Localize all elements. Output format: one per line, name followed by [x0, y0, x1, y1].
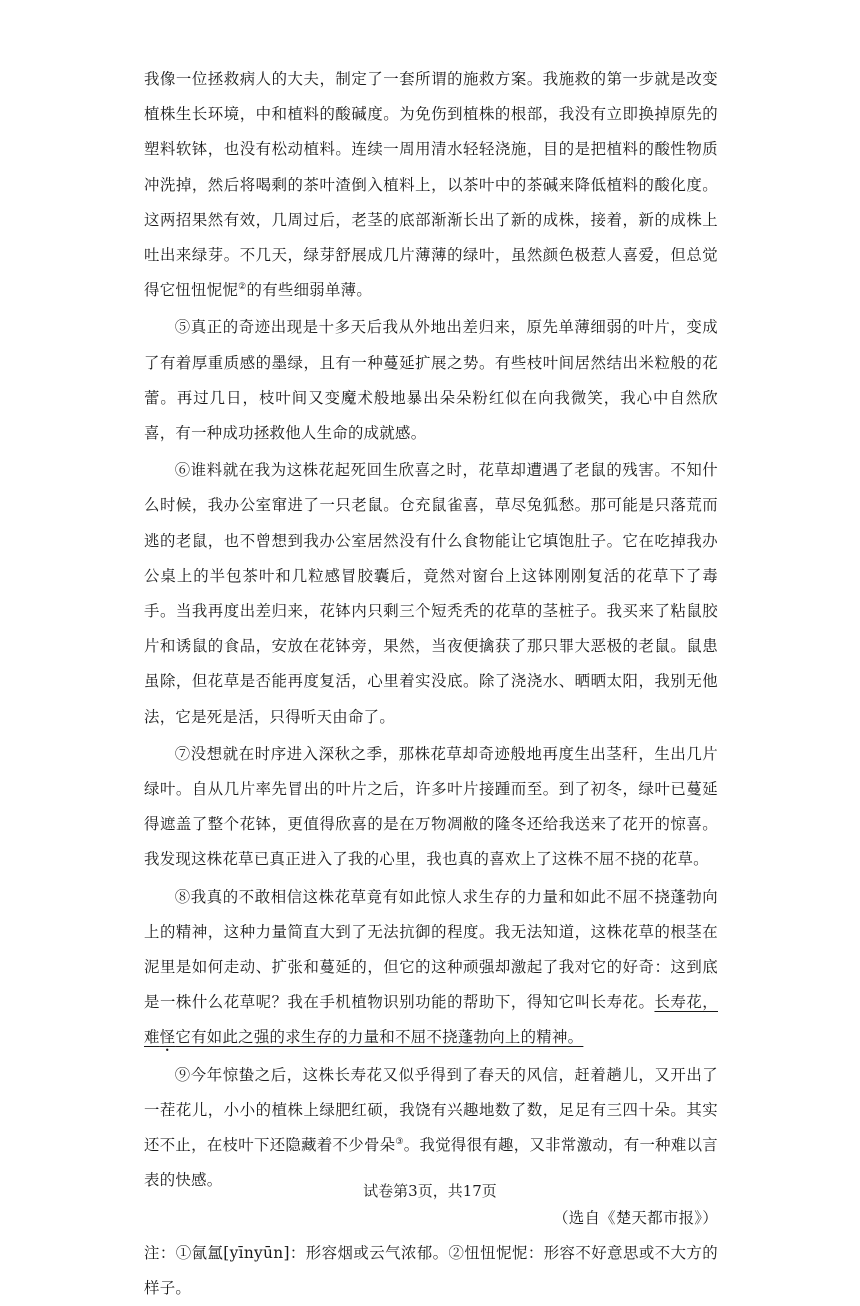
footnote-marker: ③ — [395, 1136, 404, 1147]
paragraph-8 — [144, 880, 718, 1056]
article-body — [144, 62, 718, 1306]
paragraph-5: ⑤真正的奇迹出现是十多天后我从外地出差归来，原先单薄细弱的叶片，变成了有着厚重质感的墨绿，且有一种蔓延扩展之势。有些枝叶间居然结出米粒般的花蕾。再过几日，枝叶间又变魔术般地暴出朵朵粉红似在向我微笑，我心中自然欣喜，有一种成功拯救他人生命的成就感。 — [144, 318, 718, 443]
paragraph-text: ⑨今年惊蛰之后，这株长寿花又似乎得到了春天的风信，赶着趟儿，又开出了一茬花儿，小小的植株上绿肥红硕，我饶有兴趣地数了数，足足有三四十朵。其实还不止，在枝叶下还隐藏着不少骨朵 — [144, 1065, 718, 1155]
emphasis-dot-char: 怪 — [159, 1028, 176, 1047]
underlined-text: 长寿花，难 — [144, 993, 718, 1047]
paragraph-9 — [144, 1058, 718, 1199]
paragraph-7: ⑦没想就在时序进入深秋之季，那株花草却奇迹般地再度生出茎秆，生出几片绿叶。自从几片率先冒出的叶片之后，许多叶片接踵而至。到了初冬，绿叶已蔓延得遮盖了整个花钵，更值得欣喜的是在万物凋敝的隆冬还给我送来了花开的惊喜。我发现这株花草已真正进入了我的心里，我也真的喜欢上了这株不屈不挠的花草。 — [144, 744, 718, 869]
page-footer: 试卷第3页，共17页 — [363, 1182, 497, 1200]
source-citation: （选自《楚天都市报》） — [553, 1208, 718, 1227]
paragraph-6: ⑥谁料就在我为这株花起死回生欣喜之时，花草却遭遇了老鼠的残害。不知什么时候，我办公室窜进了一只老鼠。仓充鼠雀喜，草尽兔狐愁。那可能是只落荒而逃的老鼠，也不曾想到我办公室居然没有什么食物能让它填饱肚子。它在吃掉我办公桌上的半包茶叶和几粒感冒胶囊后，竟然对窗台上这钵刚刚复活的花草下了毒手。当我再度出差归来，花钵内只剩三个短秃秃的花草的茎桩子。我买来了粘鼠胶片和诱鼠的食品，安放在花钵旁，果然，当夜便擒获了那只罪大恶极的老鼠。鼠患虽除，但花草是否能再度复活，心里着实没底。除了浇浇水、晒晒太阳，我别无他法，它是死是活，只得听天由命了。 — [144, 461, 718, 726]
footnote-marker: ② — [238, 282, 247, 293]
paragraph-text: ⑧我真的不敢相信这株花草竟有如此惊人求生存的力量和如此不屈不挠蓬勃向上的精神，这种力量简直大到了无法抗御的程度。我无法知道，这株花草的根茎在泥里是如何走动、扩张和蔓延的，但它的这种顽强却激起了我对它的好奇：这到底是一株什么花草呢？我在手机植物识别功能的帮助下，得知它叫长寿花。 — [144, 887, 718, 1012]
footnotes: 注：①氤氲[yīnyūn]：形容烟或云气浓郁。②忸忸怩怩：形容不好意思或不大方的样子。 — [144, 1243, 718, 1297]
paragraph-text: 的有些细弱单薄。 — [246, 281, 373, 300]
paragraph-text: 我像一位拯救病人的大夫，制定了一套所谓的施救方案。我施救的第一步就是改变植株生长环境，中和植料的酸碱度。为免伤到植株的根部，我没有立即换掉原先的塑料软钵，也没有松动植料。连续一周用清水轻轻浇施，目的是把植料的酸性物质冲洗掉，然后将喝剩的茶叶渣倒入植料上，以茶叶中的茶碱来降低植料的酸化度。这两招果然有效，几周过后，老茎的底部渐渐长出了新的成株，接着，新的成株上吐出来绿芽。不几天，绿芽舒展成几片薄薄的绿叶，虽然颜色极惹人喜爱，但总觉得它忸忸怩怩 — [144, 70, 718, 300]
paragraph-text: 。我觉得很有趣，又非常激动，有一种难以言表的快感。 — [144, 1136, 718, 1190]
underlined-text: 它有如此之强的求生存的力量和不屈不挠蓬勃向上的精神。 — [175, 1028, 584, 1047]
paragraph-4-continued — [144, 62, 718, 308]
